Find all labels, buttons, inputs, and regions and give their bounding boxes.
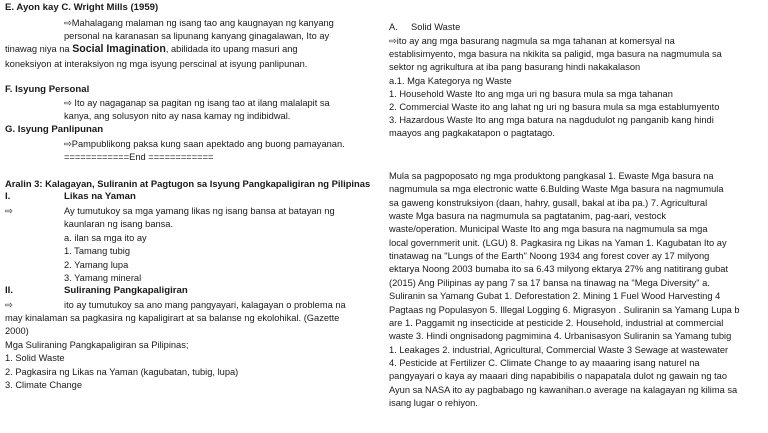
section-ii-number: II. bbox=[5, 285, 13, 296]
section-i-line: Ay tumutukoy sa mga yamang likas ng isang bansa at batayan ng bbox=[64, 206, 335, 216]
paragraph-line: waste Mga basura na nagmumula sa pagtatanim, pag-aari, vestock bbox=[389, 211, 666, 222]
paragraph-line: nagmumula sa mga electronic watte 6.Bulding Waste Mga basura na nagmumula bbox=[389, 184, 724, 195]
arrow-icon: ⇨ bbox=[5, 300, 13, 310]
paragraph-line: (2015) Ang Pilipinas ay pang 7 sa 17 bansa na tinawag na "Mega Diversity" a. bbox=[389, 277, 710, 288]
section-i-line: kaunlaran ng isang bansa. bbox=[64, 219, 174, 229]
list-item: 1. Tamang tubig bbox=[64, 246, 130, 256]
paragraph-line: pangyayari o kaya ay maaari ding napabibilis o napapatala dulot ng gawain ng tao bbox=[389, 371, 728, 382]
paragraph-line: local governmerit unit. (LGU) 8. Pagkasira ng Likas na Yaman 1. Kagubatan Ito ay bbox=[389, 237, 727, 248]
problems-title: Mga Suliraning Pangkapaligiran sa Pilipinas; bbox=[5, 340, 189, 350]
section-g-line: ⇨Pampublikong paksa kung saan apektado ang buong pamayanan. bbox=[64, 139, 345, 149]
end-marker: ============End ============ bbox=[64, 152, 214, 162]
social-imagination-term: Social Imagination bbox=[72, 43, 166, 55]
solid-waste-line: 2. Commercial Waste ito ang lahat ng uri ng basura mula sa mga establumyento bbox=[389, 102, 720, 112]
paragraph-line: tinatawag na "Lungs of the Earth" Noong 1934 ang forest cover ay 17 milyong bbox=[389, 251, 710, 262]
section-ii-line: ito ay tumutukoy sa ano mang pangyayari, kalagayan o problema na bbox=[64, 300, 346, 310]
section-e-line: ⇨Mahalagang malaman ng isang tao ang kaugnayan ng kanyang bbox=[64, 18, 334, 28]
solid-waste-line: 3. Hazardous Waste Ito ang mga batura na nagdudulot ng panganib kang hindi bbox=[389, 115, 714, 126]
paragraph-line: Ayun sa NASA ito ay pagbabago ng kawanihan.o average na kalagayan ng kilima sa bbox=[389, 384, 738, 395]
section-g-title: G. Isyung Panlipunan bbox=[5, 124, 104, 135]
paragraph-line: ektarya Noong 2003 bumaba ito sa 6.43 milyong ektarya 27% ang natitirang gubat bbox=[389, 264, 729, 275]
section-f-line: kanya, ang solusyon nito ay nasa kamay ng indibidwal. bbox=[64, 111, 291, 121]
section-a-title: Solid Waste bbox=[411, 22, 461, 32]
paragraph-line: Mula sa pagpoposato ng mga produktong pangkasal 1. Ewaste Mga basura na bbox=[389, 171, 714, 181]
list-item: 3. Yamang mineral bbox=[64, 273, 142, 283]
section-e-line: koneksiyon at interaksiyon ng mga isyung perscinal at isyung panlipunan. bbox=[5, 59, 308, 69]
paragraph-line: 4. Pesticide at Fertilizer C. Climate Change to ay maaaring isang naturel na bbox=[389, 357, 700, 368]
section-a-number: A. bbox=[389, 22, 398, 32]
section-e-line: personal na karanasan sa lipunang kanyang ginagalawan, Ito ay bbox=[64, 31, 330, 41]
section-ii-line: 2000) bbox=[5, 326, 29, 336]
paragraph-line: are 1. Paggamit ng insecticide at pesticide 2. Household, industrial at commercial bbox=[389, 317, 724, 328]
list-item: 2. Yamang lupa bbox=[64, 260, 129, 270]
list-item: 1. Solid Waste bbox=[5, 353, 65, 363]
solid-waste-line: establisimyento, mga basura na nkikita sa paligid, mga basura na nagmumula sa bbox=[389, 49, 722, 60]
paragraph-line: isang lugar o rehiyon. bbox=[389, 397, 478, 408]
section-i-number: I. bbox=[5, 191, 11, 202]
paragraph-line: Suliranin sa Yamang Gubat 1. Deforestation 2. Mining 1 Fuel Wood Harvesting 4 bbox=[389, 291, 721, 302]
paragraph-line: 1. Leakages 2. industrial, Agricultural, Commercial Waste 3 Sewage at wastewater bbox=[389, 344, 729, 355]
list-item: a. ilan sa mga ito ay bbox=[64, 233, 147, 243]
list-item: 3. Climate Change bbox=[5, 380, 82, 390]
solid-waste-line: 1. Household Waste Ito ang mga uri ng basura mula sa mga tahanan bbox=[389, 88, 673, 99]
list-item: 2. Pagkasira ng Likas na Yaman (kagubatan, tubig, lupa) bbox=[5, 367, 239, 377]
section-i-title: Likas na Yaman bbox=[64, 191, 136, 202]
section-f-title: F. Isyung Personal bbox=[5, 84, 90, 95]
paragraph-line: sa gaweng konstruksiyon (daan, hahry, gusall, bakal at iba pa.) 7. Agricultural bbox=[389, 197, 708, 208]
aralin-title: Aralin 3: Kalagayan, Suliranin at Pagtugon sa Isyung Pangkapaligiran ng Pilipinas bbox=[5, 178, 371, 189]
section-ii-line: may kinalaman sa pagkasira ng kapaligirart at sa balanse ng ekolohikal. (Gazette bbox=[5, 313, 340, 323]
paragraph-line: Pagtaas ng Populasyon 5. Illegal Logging 6. Migrasyon . Suliranin sa Yamang Lupa b bbox=[389, 304, 740, 315]
paragraph-line: waste 3. Hindi ongnisadong pagmimina 4. Urbanisasyon Suliranin sa Yamang tubig bbox=[389, 331, 732, 342]
section-ii-title: Suliraning Pangkapaligiran bbox=[64, 285, 188, 296]
section-e-line: tinawag niya na Social Imagination, abilidada ito upang masuri ang bbox=[5, 43, 298, 55]
solid-waste-line: ⇨ito ay ang mga basurang nagmula sa mga tahanan at komersyal na bbox=[389, 36, 675, 46]
solid-waste-line: a.1. Mga Kategorya ng Waste bbox=[389, 75, 512, 86]
paragraph-line: waste/operation. Municipal Waste Ito ang mga basura na nagmumula sa mga bbox=[389, 224, 708, 235]
solid-waste-line: sektor ng agrikultura at iba pang basurang hindi nakakalason bbox=[389, 62, 641, 73]
arrow-icon: ⇨ bbox=[5, 206, 13, 216]
solid-waste-line: maayos ang pagkakatapon o pagtatago. bbox=[389, 128, 555, 139]
section-f-line: ⇨ Ito ay nagaganap sa pagitan ng isang tao at ilang malalapit sa bbox=[64, 98, 330, 108]
section-e-title: E. Ayon kay C. Wright Mills (1959) bbox=[5, 2, 159, 13]
